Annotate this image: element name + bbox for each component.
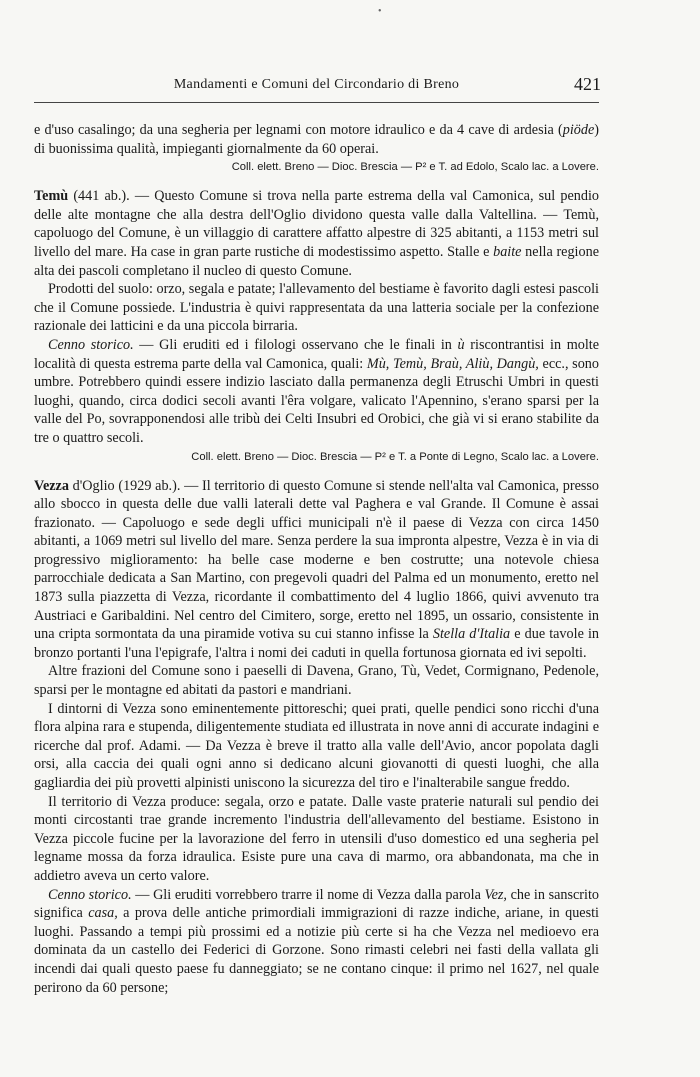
running-header: [34, 72, 599, 103]
entry-temu: [34, 187, 599, 280]
text-run: ecc., sono umbre. Potrebbero quindi essere indizio lasciato dalla permanenza degli Etruschi Umbri in questi luoghi, quando, circa dodici secoli avanti l'êra volgare, valicato l'Apennino, s'erano sparsi per la valle del Po, sovrapponendosi alle tribù dei Celti Insubri ed Orobici, che già vi si erano stabilite da tre o quattro secoli.: [34, 355, 599, 446]
text-run: — Questo Comune si trova nella parte estrema della val Camonica, sul pendio delle alte montagne che alla destra dell'Oglio dividono questa valle dalla Valtellina. — Temù, capoluogo del Comune, è un villaggio di carattere affatto alpestre di 325 abitanti, a 1153 metri sul livello del mare. Ha case in gran parte rustiche di modestissimo aspetto. Stalle e: [34, 188, 599, 260]
text-run: che in sanscrito significa: [34, 886, 600, 922]
page: [34, 0, 599, 997]
paragraph-surroundings: I dintorni di Vezza sono eminentemente pittoreschi; quei prati, quelle pendici sono ricchi d'una flora alpina rara e stupenda, diligentemente studiata ed illustrata in nove anni di accurate indagini e ricerche dal prof. Adami. — Da Vezza è breve il tratto alla valle dell'Avio, ancor popolata dagli orsi, alla caccia dei quali ogni anno si dedicano alcuni giovanotti di questi luoghi, che alla gagliardia dei più provetti alpinisti uniscono la sicurezza del tiro e l'inalterabile sangue freddo.: [34, 700, 599, 791]
text-run: — Gli eruditi vorrebbero trarre il nome di Vezza dalla parola: [131, 886, 485, 903]
italic-term: Mù, Temù, Braù, Aliù, Dangù,: [366, 355, 539, 372]
paragraph-territory: Il territorio di Vezza produce: segala, orzo e patate. Dalle vaste praterie naturali sul pendio dei monti circostanti trae grande incremento l'industria dell'allevamento del bestiame. Esistono in Vezza piccole fucine per la lavorazione del ferro in utensili d'uso domestico ed una segheria pel legname mossa da forza idraulica. Esiste pure una cava di marmo, ora abbandonata, ma che in addietro aveva un certo valore.: [34, 793, 599, 884]
italic-term: ù: [457, 336, 465, 353]
speck-mark: •: [378, 6, 382, 17]
italic-term: piöde: [562, 122, 595, 138]
paragraph-continuation: [34, 121, 599, 158]
population: (1929 ab.).: [118, 477, 181, 494]
paragraph-history: [34, 336, 599, 448]
italic-term: baite: [493, 243, 522, 260]
italic-term: casa,: [88, 905, 118, 922]
text-run: a prova delle antiche primordiali immigrazioni di razze indiche, ariane, in questi luoghi. Passando a tempi più prossimi ed a notizie più certe si ha che Vezza nel medioevo era dominata da un castello dei Federici di Gorzone. Sono rimasti celebri nei fasti della vallata gli incendi dai quali questo paese fu danneggiato; se ne contano cinque: il primo nel 1627, nel quale perirono da 60 persone;: [34, 905, 600, 996]
text-run: — Il territorio di questo Comune si stende nell'alta val Camonica, presso allo sbocco in questa delle due valli laterali dette val Paghera e val Grande. Il Comune è assai frazionato. — Capoluogo e sede degli uffici municipali n'è il paese di Vezza con circa 1450 abitanti, a 1069 metri sul livello del mare. Senza perdere la sua impronta alpestre, Vezza è in via di progressivo miglioramento: ha belle case moderne e ben costrutte; una notevole chiesa parrocchiale dedicata a San Martino, con pregevoli quadri del Palma ed un monumento, eretto nel 1873 sulla piazzetta di Vezza, ricordante il combattimento del 4 luglio 1866, quivi avvenuto tra Austriaci e Garibaldini. Nel centro del Cimitero, sorge, eretto nel 1895, un ossario, consistente in una cripta sormontata da una piramide votiva su cui stanno infisse la: [34, 477, 600, 643]
electoral-note: Coll. elett. Breno — Dioc. Brescia — P² e T. a Ponte di Legno, Scalo lac. a Lovere.: [191, 450, 599, 463]
paragraph-products: Prodotti del suolo: orzo, segala e patate; l'allevamento del bestiame è favorito dagli estesi pascoli che il Comune possiede. L'industria è quivi rappresentata da una latteria sociale per la confezione razionale dei latticini e da una piccola birraria.: [34, 281, 599, 335]
entry-vezza: [34, 477, 599, 663]
italic-term: Stella d'Italia: [432, 626, 511, 643]
history-label: Cenno storico.: [48, 886, 132, 903]
italic-term: Vez,: [484, 886, 507, 903]
entry-heading: Vezza: [34, 477, 69, 494]
text-run: e d'uso casalingo; da una segheria per legnami con motore idraulico e da 4 cave di ardesia (: [34, 122, 563, 138]
history-label: Cenno storico.: [48, 336, 134, 353]
text-run: ) di buonissima qualità, impieganti giornalmente da 60 operai.: [34, 122, 599, 157]
page-body: [34, 121, 599, 997]
paragraph-history: [34, 886, 599, 998]
electoral-note: Coll. elett. Breno — Dioc. Brescia — P² e T. ad Edolo, Scalo lac. a Lovere.: [231, 161, 599, 174]
text-run: e due tavole in bronzo portanti l'una l'epigrafe, l'altra i nomi dei caduti in quella fortunosa giornata ed ivi sepolti.: [34, 626, 599, 661]
entry-heading: Temù: [34, 188, 69, 205]
header-title: Mandamenti e Comuni del Circondario di Breno: [173, 77, 460, 92]
page-number: 421: [574, 74, 601, 94]
population: (441 ab.).: [73, 188, 130, 205]
text-run: nella regione alta dei pascoli completano il nucleo di questo Comune.: [34, 243, 599, 279]
text-run: riscontrantisi in molte località di questa estrema parte della val Camonica, quali:: [34, 336, 600, 372]
paragraph-fractions: Altre frazioni del Comune sono i paeselli di Davena, Grano, Tù, Vedet, Cormignano, Pedenole, sparsi per le montagne ed abitati da pastori e mandriani.: [34, 663, 599, 699]
text-run: — Gli eruditi ed i filologi osservano che le finali in: [133, 336, 458, 353]
entry-heading-suffix: d'Oglio: [72, 477, 115, 494]
